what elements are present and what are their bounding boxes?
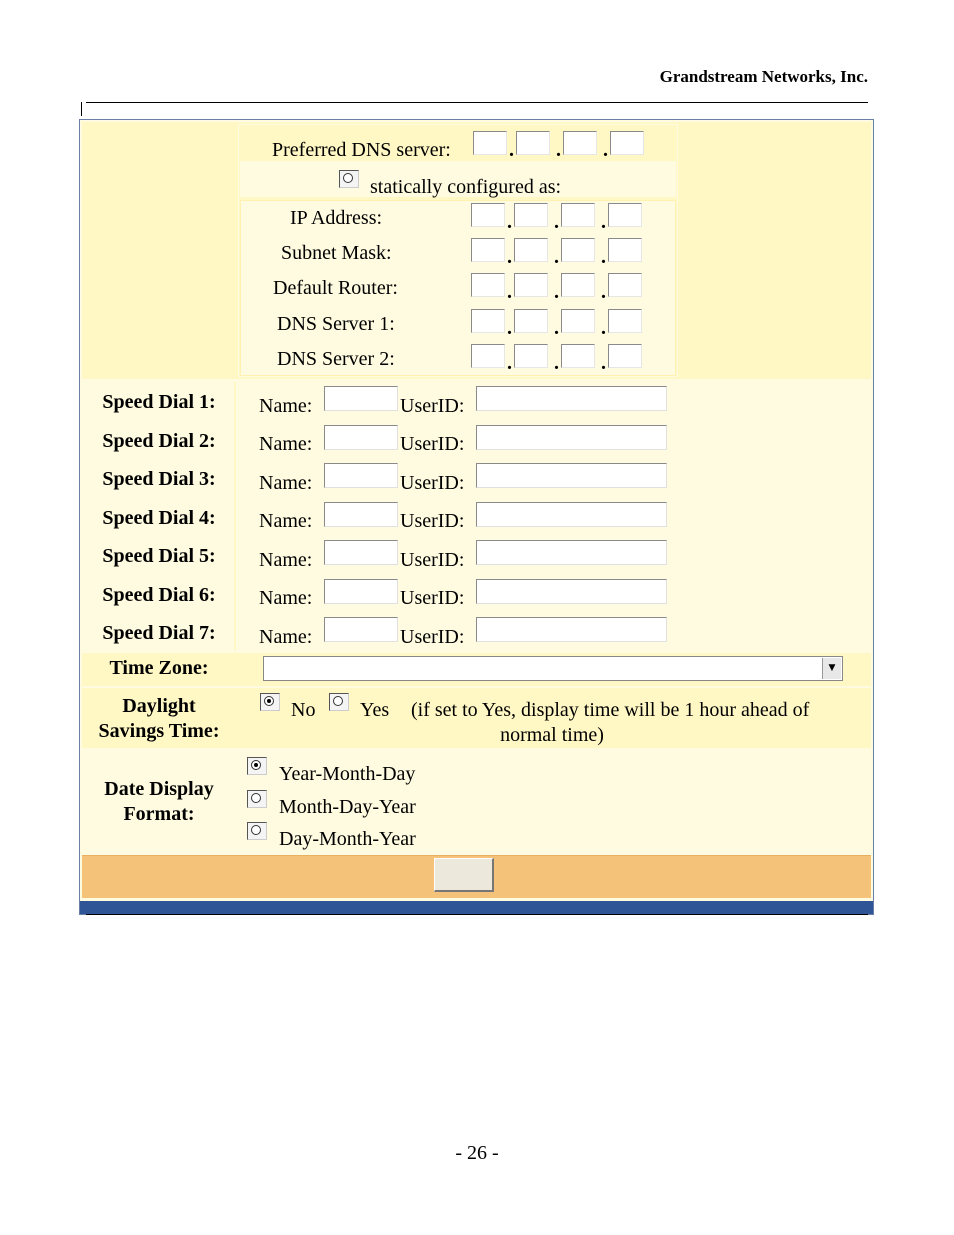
speed-dial-6-name-input[interactable] [324, 579, 398, 604]
octet-dot: . [601, 246, 606, 268]
speed-dial-5-label: Speed Dial 5: [102, 545, 216, 567]
speed-dial-3-name-input[interactable] [324, 463, 398, 488]
speed-dial-5-name-label: Name: [259, 549, 313, 571]
speed-dial-7-name-input[interactable] [324, 617, 398, 642]
daylight-yes-label: Yes [360, 699, 390, 721]
ip-address-octet-3[interactable] [561, 203, 595, 227]
octet-dot: . [507, 352, 512, 374]
speed-dial-7-userid-label: UserID: [400, 626, 465, 648]
speed-dial-6-name-label: Name: [259, 587, 313, 609]
dns-server-1-octet-2[interactable] [514, 309, 548, 333]
speed-dial-6-label: Speed Dial 6: [102, 584, 216, 606]
dns-server-2-octet-1[interactable] [471, 344, 505, 368]
speed-dial-1-userid-input[interactable] [476, 386, 667, 411]
speed-dial-7-userid-input[interactable] [476, 617, 667, 642]
date-format-label-line1: Date Display [104, 778, 214, 800]
date-format-mdy-label: Month-Day-Year [279, 796, 416, 818]
config-form [79, 119, 874, 915]
subnet-mask-octet-4[interactable] [608, 238, 642, 262]
ip-address-octet-2[interactable] [514, 203, 548, 227]
default-router-octet-1[interactable] [471, 273, 505, 297]
daylight-no-label: No [291, 699, 316, 721]
daylight-no-radio[interactable] [260, 693, 280, 711]
speed-dial-1-label: Speed Dial 1: [102, 391, 216, 413]
speed-dial-3-userid-input[interactable] [476, 463, 667, 488]
date-format-dmy-radio[interactable] [247, 822, 267, 840]
octet-dot: . [556, 139, 561, 161]
speed-dial-6-userid-label: UserID: [400, 587, 465, 609]
speed-dial-4-userid-label: UserID: [400, 510, 465, 532]
octet-dot: . [601, 352, 606, 374]
time-zone-label: Time Zone: [109, 657, 209, 679]
preferred-dns-octet-2[interactable] [516, 131, 550, 155]
subnet-mask-octet-2[interactable] [514, 238, 548, 262]
header-rule [86, 102, 868, 103]
octet-dot: . [554, 281, 559, 303]
speed-dial-6-userid-input[interactable] [476, 579, 667, 604]
speed-dial-2-userid-input[interactable] [476, 425, 667, 450]
dns-server-2-octet-4[interactable] [608, 344, 642, 368]
octet-dot: . [601, 281, 606, 303]
speed-dial-5-userid-input[interactable] [476, 540, 667, 565]
date-format-ymd-radio[interactable] [247, 757, 267, 775]
speed-dial-4-name-input[interactable] [324, 502, 398, 527]
default-router-octet-2[interactable] [514, 273, 548, 297]
default-router-label: Default Router: [273, 277, 398, 299]
speed-dial-4-userid-input[interactable] [476, 502, 667, 527]
dns-server-1-octet-1[interactable] [471, 309, 505, 333]
default-router-octet-4[interactable] [608, 273, 642, 297]
static-label: statically configured as: [370, 176, 562, 198]
speed-dial-7-name-label: Name: [259, 626, 313, 648]
dns-server-1-octet-3[interactable] [561, 309, 595, 333]
dns-server-2-octet-2[interactable] [514, 344, 548, 368]
speed-dial-1-name-input[interactable] [324, 386, 398, 411]
ip-address-label: IP Address: [290, 207, 383, 229]
footer-rule [86, 914, 868, 915]
daylight-yes-radio[interactable] [329, 693, 349, 711]
octet-dot: . [554, 246, 559, 268]
speed-dial-5-name-input[interactable] [324, 540, 398, 565]
company-name: Grandstream Networks, Inc. [659, 67, 868, 86]
date-format-label-line2: Format: [123, 803, 195, 825]
speed-dial-2-name-label: Name: [259, 433, 313, 455]
speed-dial-3-userid-label: UserID: [400, 472, 465, 494]
static-radio[interactable] [339, 170, 359, 188]
octet-dot: . [554, 352, 559, 374]
daylight-label-line1: Daylight [122, 695, 196, 717]
chevron-down-icon[interactable]: ▼ [822, 658, 841, 679]
octet-dot: . [601, 211, 606, 233]
page-number: - 26 - [455, 1142, 499, 1164]
octet-dot: . [554, 211, 559, 233]
date-format-dmy-label: Day-Month-Year [279, 828, 416, 850]
speed-dial-1-userid-label: UserID: [400, 395, 465, 417]
ip-address-octet-1[interactable] [471, 203, 505, 227]
preferred-dns-octet-4[interactable] [610, 131, 644, 155]
default-router-octet-3[interactable] [561, 273, 595, 297]
speed-dial-2-userid-label: UserID: [400, 433, 465, 455]
speed-dial-4-name-label: Name: [259, 510, 313, 532]
update-button[interactable] [434, 858, 494, 892]
dns-server-1-octet-4[interactable] [608, 309, 642, 333]
daylight-note-line1: (if set to Yes, display time will be 1 hour ahead of [411, 699, 810, 721]
header-tick [81, 102, 82, 116]
subnet-mask-octet-1[interactable] [471, 238, 505, 262]
dns-server-1-label: DNS Server 1: [277, 313, 395, 335]
speed-dial-1-name-label: Name: [259, 395, 313, 417]
time-zone-select[interactable] [263, 656, 843, 681]
speed-dial-7-label: Speed Dial 7: [102, 622, 216, 644]
octet-dot: . [601, 317, 606, 339]
speed-dial-3-name-label: Name: [259, 472, 313, 494]
speed-dial-4-label: Speed Dial 4: [102, 507, 216, 529]
ip-address-octet-4[interactable] [608, 203, 642, 227]
date-format-ymd-label: Year-Month-Day [279, 763, 416, 785]
speed-dial-3-label: Speed Dial 3: [102, 468, 216, 490]
date-format-mdy-radio[interactable] [247, 790, 267, 808]
speed-dial-5-userid-label: UserID: [400, 549, 465, 571]
preferred-dns-label: Preferred DNS server: [272, 139, 451, 161]
octet-dot: . [603, 139, 608, 161]
preferred-dns-octet-1[interactable] [473, 131, 507, 155]
dns-server-2-octet-3[interactable] [561, 344, 595, 368]
preferred-dns-octet-3[interactable] [563, 131, 597, 155]
octet-dot: . [507, 281, 512, 303]
octet-dot: . [507, 317, 512, 339]
subnet-mask-octet-3[interactable] [561, 238, 595, 262]
subnet-mask-label: Subnet Mask: [281, 242, 392, 264]
octet-dot: . [507, 211, 512, 233]
speed-dial-2-label: Speed Dial 2: [102, 430, 216, 452]
speed-dial-2-name-input[interactable] [324, 425, 398, 450]
bottom-bar [80, 901, 873, 914]
daylight-note-line2: normal time) [500, 724, 604, 746]
dns-server-2-label: DNS Server 2: [277, 348, 395, 370]
octet-dot: . [554, 317, 559, 339]
octet-dot: . [509, 139, 514, 161]
octet-dot: . [507, 246, 512, 268]
daylight-label-line2: Savings Time: [98, 720, 220, 742]
